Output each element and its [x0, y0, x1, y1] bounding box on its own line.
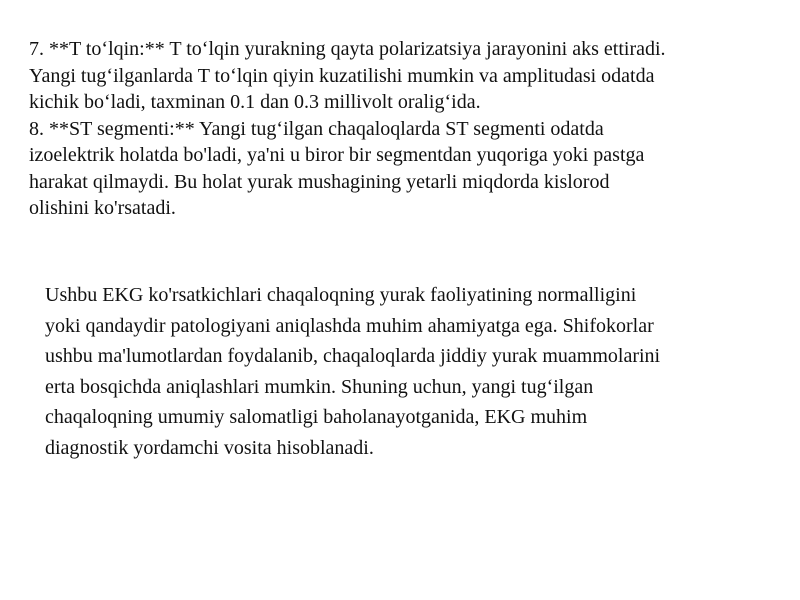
t-wave-line-1: 7. **T to‘lqin:** T to‘lqin yurakning qayta polarizatsiya jarayonini aks ettiradi. [29, 38, 666, 60]
conclusion-text [45, 280, 780, 464]
t-wave-line-3: kichik bo‘ladi, taxminan 0.1 dan 0.3 millivolt oralig‘ida. [29, 91, 481, 113]
st-segment-line-4: olishini ko'rsatadi. [29, 197, 176, 219]
st-segment-line-2: izoelektrik holatda bo'ladi, ya'ni u biror bir segmentdan yuqoriga yoki pastga [29, 144, 645, 166]
conclusion-line-4: erta bosqichda aniqlashlari mumkin. Shuning uchun, yangi tug‘ilgan [45, 375, 594, 398]
conclusion-line-5: chaqaloqning umumiy salomatligi baholanayotganida, EKG muhim [45, 406, 588, 429]
list-section [29, 36, 789, 222]
st-segment-line-1: 8. **ST segmenti:** Yangi tug‘ilgan chaqaloqlarda ST segmenti odatda [29, 117, 604, 140]
conclusion-line-6: diagnostik yordamchi vosita hisoblanadi. [45, 436, 374, 459]
t-wave-line-2: Yangi tug‘ilganlarda T to‘lqin qiyin kuzatilishi mumkin va amplitudasi odatda [29, 64, 655, 87]
conclusion-line-2: yoki qandaydir patologiyani aniqlashda muhim ahamiyatga ega. Shifokorlar [45, 314, 654, 337]
list-item-st-segment [29, 116, 789, 222]
conclusion-line-3: ushbu ma'lumotlardan foydalanib, chaqaloqlarda jiddiy yurak muammolarini [45, 345, 661, 368]
st-segment-line-3: harakat qilmaydi. Bu holat yurak mushagining yetarli miqdorda kislorod [29, 170, 610, 193]
conclusion-paragraph [45, 280, 780, 464]
list-item-t-wave [29, 36, 789, 116]
conclusion-line-1: Ushbu EKG ko'rsatkichlari chaqaloqning yurak faoliyatining normalligini [45, 284, 637, 306]
